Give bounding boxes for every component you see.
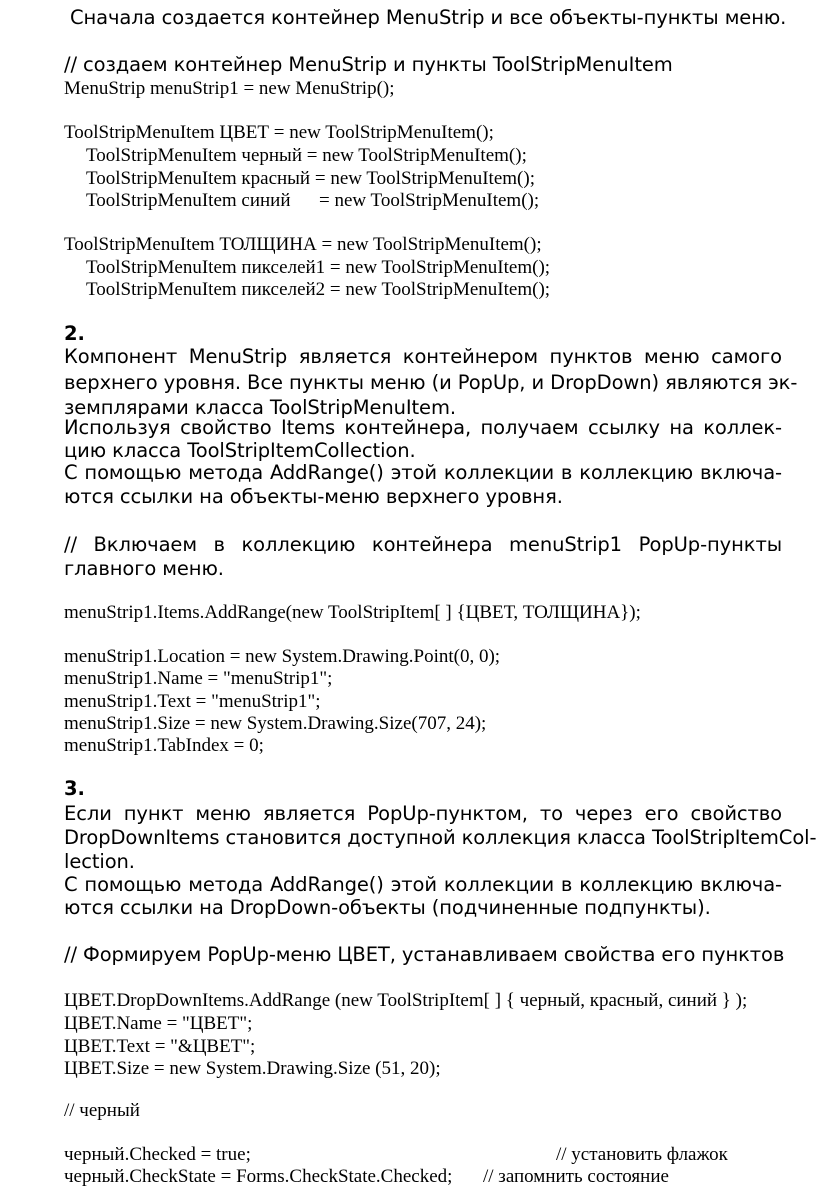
paragraph-line: земплярами класса ToolStripMenuItem.: [64, 396, 456, 419]
code-line: menuStrip1.TabIndex = 0;: [64, 735, 264, 756]
code-comment-form: // Формируем PopUp-меню ЦВЕТ, устанавливаем свойства его пунктов: [64, 943, 785, 966]
paragraph-line: Компонент MenuStrip является контейнером пунктов меню самого: [64, 345, 782, 368]
paragraph-line: верхнего уровня. Все пункты меню (и PopUp, и DropDown) являются эк-: [64, 371, 798, 394]
code-line: ToolStripMenuItem красный = new ToolStripMenuItem();: [86, 168, 535, 189]
code-line: menuStrip1.Size = new System.Drawing.Size(707, 24);: [64, 713, 487, 734]
code-line: ЦВЕТ.Name = "ЦВЕТ";: [64, 1013, 253, 1034]
code-line: menuStrip1.Location = new System.Drawing.Point(0, 0);: [64, 646, 501, 667]
code-comment-include: главного меню.: [64, 557, 224, 580]
intro-text: Сначала создается контейнер MenuStrip и все объекты-пункты меню.: [70, 6, 787, 29]
code-line: menuStrip1.Name = "menuStrip1";: [64, 668, 333, 689]
section-number-3: 3.: [64, 777, 85, 800]
code-line: MenuStrip menuStrip1 = new MenuStrip();: [64, 78, 395, 99]
paragraph-line: С помощью метода AddRange() этой коллекции в коллекцию включа-: [64, 461, 782, 484]
code-line: ToolStripMenuItem пикселей1 = new ToolStripMenuItem();: [86, 257, 551, 278]
paragraph-line: цию класса ToolStripItemCollection.: [64, 439, 416, 462]
code-line: menuStrip1.Text = "menuStrip1";: [64, 691, 321, 712]
paragraph-line: DropDownItems становится доступной коллекция класса ToolStripItemCol-: [64, 826, 816, 849]
code-line: ToolStripMenuItem синий = new ToolStripMenuItem();: [86, 190, 540, 211]
code-comment-black: // черный: [64, 1100, 140, 1121]
code-line: ToolStripMenuItem ТОЛЩИНА = new ToolStripMenuItem();: [64, 234, 542, 255]
code-inline-comment: // запомнить состояние: [483, 1166, 669, 1187]
code-comment-include: // Включаем в коллекцию контейнера menuStrip1 PopUp-пункты: [64, 533, 782, 556]
code-line: ЦВЕТ.Text = "&ЦВЕТ";: [64, 1036, 256, 1057]
code-line: черный.CheckState = Forms.CheckState.Checked;: [64, 1166, 453, 1187]
code-line: ЦВЕТ.DropDownItems.AddRange (new ToolStripItem[ ] { черный, красный, синий } );: [64, 990, 748, 1011]
code-line: ToolStripMenuItem черный = new ToolStripMenuItem();: [86, 145, 527, 166]
paragraph-line: Используя свойство Items контейнера, получаем ссылку на коллек-: [64, 416, 782, 439]
code-comment-create: // создаем контейнер MenuStrip и пункты ToolStripMenuItem: [64, 53, 673, 76]
code-line: ToolStripMenuItem ЦВЕТ = new ToolStripMenuItem();: [64, 122, 494, 143]
paragraph-line: ются ссылки на объекты-меню верхнего уровня.: [64, 485, 563, 508]
code-inline-comment: // установить флажок: [556, 1144, 728, 1165]
code-line: ЦВЕТ.Size = new System.Drawing.Size (51, 20);: [64, 1058, 441, 1079]
code-line: ToolStripMenuItem пикселей2 = new ToolStripMenuItem();: [86, 279, 551, 300]
code-line: черный.Checked = true;: [64, 1144, 251, 1165]
code-line: menuStrip1.Items.AddRange(new ToolStripItem[ ] {ЦВЕТ, ТОЛЩИНА});: [64, 602, 641, 623]
section-number-2: 2.: [64, 322, 85, 345]
paragraph-line: ются ссылки на DropDown-объекты (подчиненные подпункты).: [64, 896, 711, 919]
paragraph-line: Если пункт меню является PopUp-пунктом, то через его свойство: [64, 802, 782, 825]
paragraph-line: lection.: [64, 850, 135, 873]
paragraph-line: С помощью метода AddRange() этой коллекции в коллекцию включа-: [64, 873, 782, 896]
